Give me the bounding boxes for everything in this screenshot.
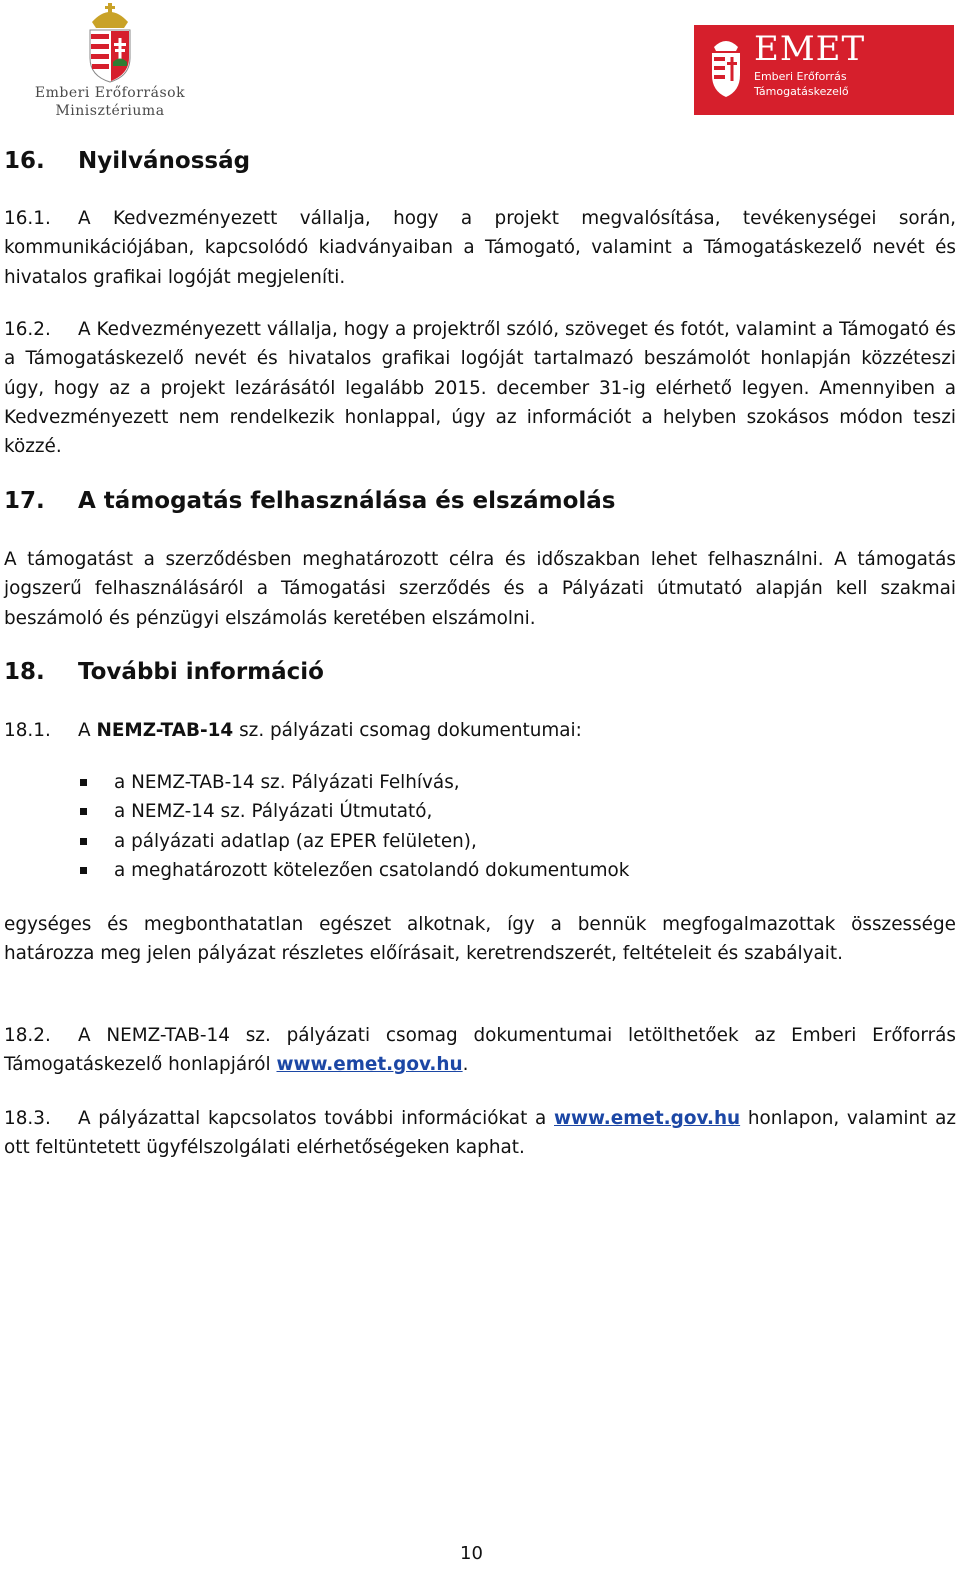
section-18-title: További információ (78, 659, 324, 685)
paragraph-16-1 (4, 204, 956, 292)
emet-crest-icon (706, 35, 746, 105)
paragraph-18-1 (4, 716, 956, 745)
list-item-text: a NEMZ-14 sz. Pályázati Útmutató, (114, 801, 433, 823)
paragraph-16-2-number: 16.2. (4, 319, 51, 340)
emet-title: EMET (754, 29, 866, 69)
paragraph-16-1-number: 16.1. (4, 208, 51, 229)
section-18-heading (4, 659, 324, 685)
paragraph-16-1-text: A Kedvezményezett vállalja, hogy a projekt megvalósítása, tevékenységei során, kommunikációjában, kapcsolódó kiadványaiban a Támogató, valamint a Támogatáskezelő nevét és hivatalos grafikai logóját megjeleníti. (4, 208, 956, 288)
list-item (80, 768, 629, 797)
section-16-title: Nyilvánosság (78, 148, 251, 174)
paragraph-18-2-text: A NEMZ-TAB-14 sz. pályázati csomag dokumentumai letölthetőek az Emberi Erőforrás Támogatáskezelő honlapjáról (4, 1025, 956, 1076)
paragraph-18-3-text-after: honlapon, valamint az ott feltüntetett ügyfélszolgálati elérhetőségeken kaphat. (4, 1108, 956, 1159)
bullet-square-icon (80, 838, 87, 845)
section-16-number: 16. (4, 148, 45, 174)
section-16-heading (4, 148, 250, 174)
paragraph-18-1-continuation (4, 910, 956, 969)
ministry-logo (20, 0, 200, 120)
paragraph-18-3 (4, 1104, 956, 1163)
emet-subtitle-line1: Emberi Erőforrás (754, 70, 847, 83)
section-17-number: 17. (4, 488, 45, 514)
emet-website-link[interactable]: www.emet.gov.hu (554, 1108, 741, 1129)
list-item (80, 797, 629, 826)
page-number: 10 (460, 1543, 483, 1564)
list-item (80, 856, 629, 885)
paragraph-18-2-end: . (462, 1054, 469, 1076)
emet-website-link[interactable]: www.emet.gov.hu (276, 1054, 463, 1076)
ministry-name-line2: Minisztériuma (55, 103, 165, 119)
paragraph-18-1-continuation-text: egységes és megbonthatatlan egészet alkotnak, így a bennük megfogalmazottak összessége határozza meg jelen pályázat részletes előírásait, keretrendszerét, feltételeit és szabályait. (4, 914, 956, 965)
ministry-name-line1: Emberi Erőforrások (34, 85, 186, 101)
list-item-text: a NEMZ-TAB-14 sz. Pályázati Felhívás, (114, 772, 460, 793)
bullet-square-icon (80, 779, 87, 786)
section-18-number: 18. (4, 659, 45, 685)
paragraph-18-1-suffix: sz. pályázati csomag dokumentumai: (233, 720, 582, 741)
document-list (80, 768, 629, 885)
list-item-text: a meghatározott kötelezően csatolandó dokumentumok (114, 859, 630, 881)
section-17-heading (4, 488, 616, 514)
paragraph-17 (4, 545, 956, 633)
bullet-square-icon (80, 808, 87, 815)
emet-subtitle-line2: Támogatáskezelő (754, 85, 849, 98)
paragraph-17-text: A támogatást a szerződésben meghatározott célra és időszakban lehet felhasználni. A támogatás jogszerű felhasználásáról a Támogatási szerződés és a Pályázati útmutató alapján kell szakmai beszámoló és pénzügyi elszámolás keretében elszámolni. (4, 549, 956, 629)
emet-logo (694, 25, 954, 115)
paragraph-16-2-text: A Kedvezményezett vállalja, hogy a projektről szóló, szöveget és fotót, valamint a Támogató és a Támogatáskezelő nevét és hivatalos grafikai logóját tartalmazó beszámolót honlapján közzéteszi úgy, hogy az a projekt lezárásától legalább 2015. december 31-ig elérhető legyen. Amennyiben a Kedvezményezett nem rendelkezik honlappal, úgy az információt a helyben szokásos módon teszi közzé. (4, 319, 956, 458)
paragraph-16-2 (4, 315, 956, 461)
paragraph-18-3-number: 18.3. (4, 1108, 51, 1129)
paragraph-18-1-prefix: A (78, 720, 97, 741)
bullet-square-icon (80, 867, 87, 874)
paragraph-18-3-text-before: A pályázattal kapcsolatos további információkat a (78, 1108, 554, 1129)
section-17-title: A támogatás felhasználása és elszámolás (78, 488, 616, 514)
paragraph-18-1-code: NEMZ-TAB-14 (96, 720, 234, 741)
list-item-text: a pályázati adatlap (az EPER felületen), (114, 830, 477, 852)
paragraph-18-2 (4, 1021, 956, 1080)
hungarian-coat-of-arms-icon (20, 0, 200, 84)
paragraph-18-1-number: 18.1. (4, 720, 51, 741)
paragraph-18-2-number: 18.2. (4, 1025, 51, 1046)
list-item (80, 827, 629, 856)
